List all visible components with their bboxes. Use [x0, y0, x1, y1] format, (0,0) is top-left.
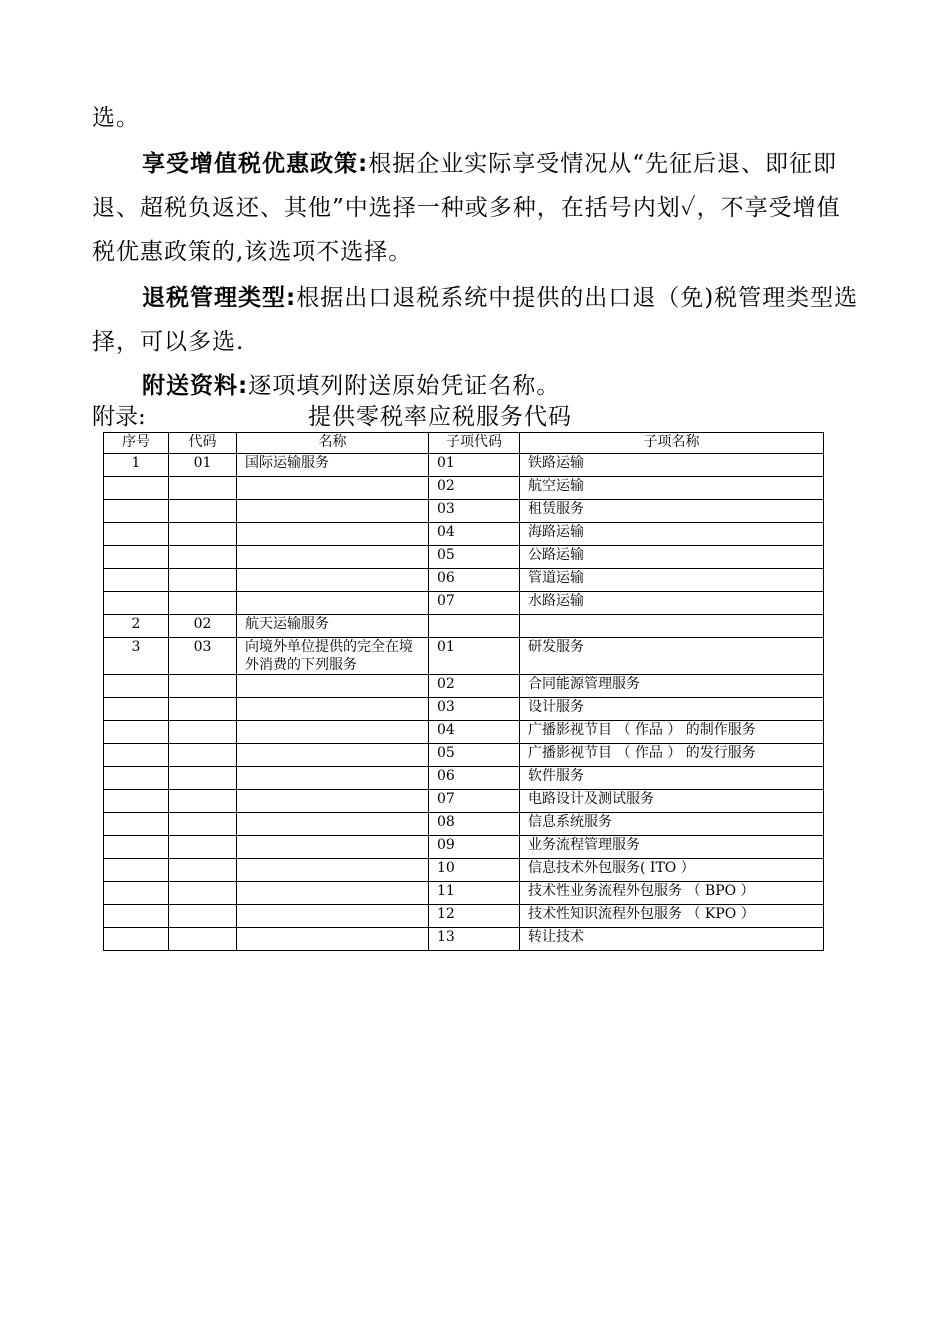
- cell-sub-name: 技术性知识流程外包服务 （ KPO ）: [520, 905, 824, 928]
- cell-code: [169, 698, 237, 721]
- table-row: [104, 905, 824, 928]
- cell-sub-name: 租赁服务: [520, 500, 824, 523]
- cell-code: [169, 928, 237, 951]
- cell-seq: [104, 790, 169, 813]
- cell-name: [237, 721, 429, 744]
- cell-name: 航天运输服务: [237, 615, 429, 638]
- cell-name: [237, 546, 429, 569]
- cell-name: [237, 675, 429, 698]
- table-row: [104, 500, 824, 523]
- table-row: [104, 675, 824, 698]
- cell-sub-code: 11: [429, 882, 520, 905]
- cell-code: 02: [169, 615, 237, 638]
- table-row: [104, 813, 824, 836]
- table-row: [104, 928, 824, 951]
- cell-seq: [104, 546, 169, 569]
- table-row: [104, 744, 824, 767]
- cell-code: [169, 523, 237, 546]
- cell-seq: [104, 882, 169, 905]
- cell-seq: 1: [104, 454, 169, 477]
- cell-code: [169, 813, 237, 836]
- cell-code: [169, 836, 237, 859]
- cell-sub-name: [520, 615, 824, 638]
- table-row: [104, 721, 824, 744]
- cell-code: [169, 882, 237, 905]
- cell-name: [237, 767, 429, 790]
- cell-sub-code: 13: [429, 928, 520, 951]
- cell-sub-code: 05: [429, 546, 520, 569]
- cell-sub-code: 02: [429, 477, 520, 500]
- table-row: [104, 592, 824, 615]
- cell-sub-name: 业务流程管理服务: [520, 836, 824, 859]
- paragraph-vat-preference: [92, 142, 860, 274]
- cell-sub-name: 研发服务: [520, 638, 824, 675]
- cell-seq: [104, 813, 169, 836]
- cell-seq: 3: [104, 638, 169, 675]
- cell-sub-name: 信息系统服务: [520, 813, 824, 836]
- cell-name: 国际运输服务: [237, 454, 429, 477]
- cell-code: [169, 721, 237, 744]
- attachments-text: 逐项填列附送原始凭证名称。: [248, 373, 561, 399]
- cell-name: [237, 744, 429, 767]
- cell-sub-name: 公路运输: [520, 546, 824, 569]
- cell-seq: [104, 767, 169, 790]
- table-row: [104, 546, 824, 569]
- cell-sub-code: 07: [429, 790, 520, 813]
- cell-code: [169, 859, 237, 882]
- cell-seq: [104, 836, 169, 859]
- cell-seq: [104, 744, 169, 767]
- cell-seq: 2: [104, 615, 169, 638]
- cell-sub-name: 软件服务: [520, 767, 824, 790]
- header-sub-code: 子项代码: [429, 433, 520, 454]
- cell-name: [237, 523, 429, 546]
- appendix-title: 提供零税率应税服务代码: [308, 404, 572, 430]
- cell-sub-code: 03: [429, 500, 520, 523]
- cell-sub-code: 08: [429, 813, 520, 836]
- cell-sub-code: 06: [429, 767, 520, 790]
- cell-code: [169, 477, 237, 500]
- table-row: [104, 615, 824, 638]
- cell-sub-code: 06: [429, 569, 520, 592]
- refund-type-label: 退税管理类型:: [142, 285, 297, 311]
- table-row: [104, 569, 824, 592]
- cell-sub-name: 航空运输: [520, 477, 824, 500]
- cell-sub-name: 电路设计及测试服务: [520, 790, 824, 813]
- table-row: [104, 477, 824, 500]
- cell-sub-name: 技术性业务流程外包服务 （ BPO ）: [520, 882, 824, 905]
- cell-name: [237, 859, 429, 882]
- cell-sub-name: 广播影视节目 （ 作品 ） 的制作服务: [520, 721, 824, 744]
- cell-sub-code: 04: [429, 721, 520, 744]
- cell-name: [237, 698, 429, 721]
- vat-preference-text: 根据企业实际享受情况从“先征后退、即征即退、超税负返还、其他”中选择一种或多种，在括号内划✓，不享受增值税优惠政策的,该选项不选择。: [92, 151, 841, 265]
- refund-type-text: 根据出口退税系统中提供的出口退（免)税管理类型选择，可以多选.: [92, 285, 859, 355]
- table-header-row: [104, 433, 824, 454]
- cell-sub-code: 05: [429, 744, 520, 767]
- attachments-label: 附送资料:: [142, 373, 249, 399]
- table-row: [104, 790, 824, 813]
- cell-sub-name: 铁路运输: [520, 454, 824, 477]
- table-row: [104, 767, 824, 790]
- cell-sub-code: 03: [429, 698, 520, 721]
- cell-code: [169, 500, 237, 523]
- header-name: 名称: [237, 433, 429, 454]
- cell-code: [169, 767, 237, 790]
- cell-seq: [104, 592, 169, 615]
- paragraph-continuation: [92, 96, 860, 140]
- cell-name: [237, 836, 429, 859]
- table-row: [104, 698, 824, 721]
- cell-sub-name: 转让技术: [520, 928, 824, 951]
- cell-name: [237, 500, 429, 523]
- cell-seq: [104, 523, 169, 546]
- cell-code: 03: [169, 638, 237, 675]
- cell-sub-name: 设计服务: [520, 698, 824, 721]
- cell-seq: [104, 928, 169, 951]
- cell-name: [237, 790, 429, 813]
- cell-sub-code: 04: [429, 523, 520, 546]
- cell-seq: [104, 721, 169, 744]
- header-code: 代码: [169, 433, 237, 454]
- cell-code: [169, 905, 237, 928]
- cell-name: [237, 569, 429, 592]
- header-sub-name: 子项名称: [520, 433, 824, 454]
- cell-name: [237, 813, 429, 836]
- table-row: [104, 836, 824, 859]
- cell-sub-name: 海路运输: [520, 523, 824, 546]
- cell-sub-name: 合同能源管理服务: [520, 675, 824, 698]
- cell-name: [237, 592, 429, 615]
- paragraph-refund-type: [92, 276, 860, 364]
- cell-sub-code: 12: [429, 905, 520, 928]
- cell-seq: [104, 477, 169, 500]
- cell-seq: [104, 698, 169, 721]
- cell-code: [169, 569, 237, 592]
- cell-sub-name: 水路运输: [520, 592, 824, 615]
- table-row: [104, 638, 824, 675]
- cell-sub-code: 01: [429, 454, 520, 477]
- cell-code: [169, 592, 237, 615]
- cell-seq: [104, 569, 169, 592]
- cell-name: [237, 905, 429, 928]
- cell-name: 向境外单位提供的完全在境外消费的下列服务: [237, 638, 429, 675]
- cell-sub-code: 02: [429, 675, 520, 698]
- cell-code: [169, 744, 237, 767]
- cell-sub-code: 01: [429, 638, 520, 675]
- cell-sub-code: 10: [429, 859, 520, 882]
- cell-code: [169, 790, 237, 813]
- cell-seq: [104, 675, 169, 698]
- cell-code: [169, 546, 237, 569]
- cell-sub-code: 07: [429, 592, 520, 615]
- table-row: [104, 859, 824, 882]
- cell-seq: [104, 859, 169, 882]
- cell-sub-name: 广播影视节目 （ 作品 ） 的发行服务: [520, 744, 824, 767]
- continuation-text: 选。: [92, 105, 140, 131]
- cell-sub-code: [429, 615, 520, 638]
- cell-sub-code: 09: [429, 836, 520, 859]
- service-code-table: [103, 432, 824, 951]
- cell-seq: [104, 905, 169, 928]
- cell-code: 01: [169, 454, 237, 477]
- header-seq: 序号: [104, 433, 169, 454]
- table-row: [104, 454, 824, 477]
- cell-name: [237, 477, 429, 500]
- cell-seq: [104, 500, 169, 523]
- cell-sub-name: 管道运输: [520, 569, 824, 592]
- table-row: [104, 882, 824, 905]
- table-row: [104, 523, 824, 546]
- cell-sub-name: 信息技术外包服务( ITO ）: [520, 859, 824, 882]
- cell-name: [237, 928, 429, 951]
- vat-preference-label: 享受增值税优惠政策:: [142, 151, 369, 177]
- appendix-label: 附录:: [92, 404, 146, 430]
- cell-name: [237, 882, 429, 905]
- cell-code: [169, 675, 237, 698]
